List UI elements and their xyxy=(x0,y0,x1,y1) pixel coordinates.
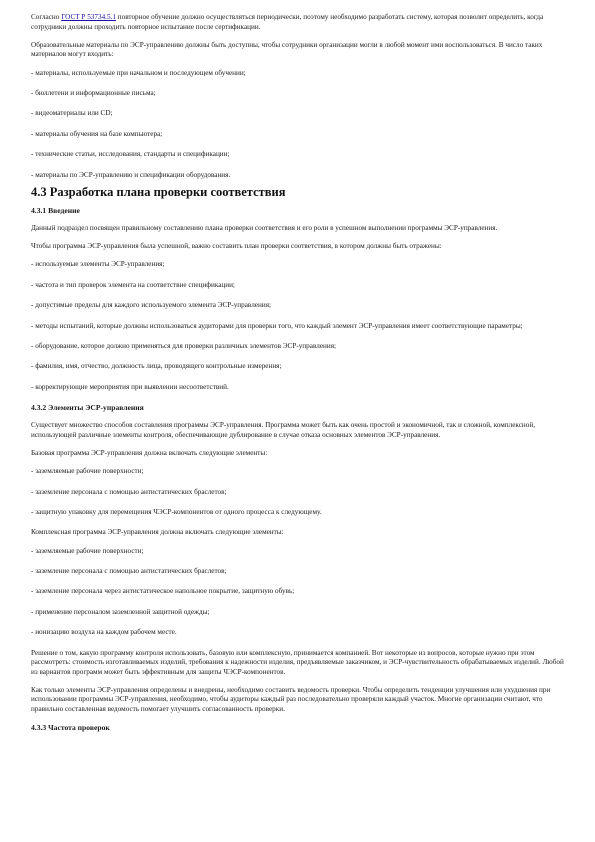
complex-program-item: - заземление персонала с помощью антистатических браслетов; xyxy=(31,566,227,575)
subsection-title-frequency: 4.3.3 Частота проверок xyxy=(31,723,110,733)
subsection-title-introduction: 4.3.1 Введение xyxy=(31,206,80,216)
subsection-title-elements: 4.3.2 Элементы ЭСР-управления xyxy=(31,403,144,413)
subsection-paragraph: Решение о том, какую программу контроля использовать, базовую или комплексную, принимается компанией. Вот некоторые из вопросов, которые нужно при этом рассмотреть: стоимость изготавливаемых изделий, требования к надежности изделия, предъявляемые заказчиком, и ЭСР-чувствительность обрабатываемых изделий. Любой из вариантов программ может быть эффективным для защиты ЧЭСР-компонентов. xyxy=(31,648,564,676)
intro-prefix: Согласно xyxy=(31,13,62,21)
section-title: 4.3 Разработка плана проверки соответствия xyxy=(31,185,286,200)
materials-list-item: - материалы по ЭСР-управлению и спецификации оборудования. xyxy=(31,170,231,179)
standard-link[interactable]: ГОСТ Р 53734.5.1 xyxy=(61,13,116,21)
basic-program-intro: Базовая программа ЭСР-управления должна включать следующие элементы: xyxy=(31,449,268,457)
intro-suffix: повторное обучение должно осуществляться периодически, поэтому необходимо разработать систему, которая позволит определить, когда сотрудники должны проходить повторное испытание после сертификации. xyxy=(31,13,544,31)
intro-paragraph-materials: Образовательные материалы по ЭСР-управлению должны быть доступны, чтобы сотрудники организации могли в любой момент ими воспользоваться. В число таких материалов могут входить: xyxy=(31,40,543,59)
complex-program-item: - заземляемые рабочие поверхности; xyxy=(31,546,144,555)
materials-list-item: - видеоматериалы или CD; xyxy=(31,109,113,118)
subsection-paragraph: Как только элементы ЭСР-управления определены и внедрены, необходимо составить ведомость проверки. Чтобы определить тенденции улучшения или ухудшения при использовании программы ЭСР-управления, необходимо, чтобы аудиторы каждый раз последовательно проверяли каждый участок. Многие организации считают, что правильно составленная ведомость помогает улучшить согласованность проверки. xyxy=(31,685,551,714)
plan-list-item: - корректирующие мероприятия при выявлении несоответствий. xyxy=(31,382,229,391)
basic-program-item: - заземление персонала с помощью антистатических браслетов; xyxy=(31,487,227,496)
materials-list-item: - технические статьи, исследования, стандарты и спецификации; xyxy=(31,150,230,159)
plan-list-item: - оборудование, которое должно применяться для проверки различных элементов ЭСР-управления; xyxy=(31,342,337,351)
basic-program-item: - защитную упаковку для перемещения ЧЭСР-компонентов от одного процесса к следующему. xyxy=(31,507,322,516)
plan-list-item: - фамилия, имя, отчество, должность лица, проводящего контрольные измерения; xyxy=(31,362,282,371)
complex-program-item: - ионизацию воздуха на каждом рабочем месте. xyxy=(31,628,177,637)
subsection-paragraph: Существует множество способов составления программы ЭСР-управления. Программа может быть как очень простой и экономичной, так и сложной, комплексной, использующей различные элементы контроля, обеспечивающие дублирование в случае отказа основных элементов ЭСР-управления. xyxy=(31,421,535,439)
complex-program-item: - заземление персонала через антистатическое напольное покрытие, защитную обувь; xyxy=(31,587,295,596)
materials-list-item: - материалы обучения на базе компьютера; xyxy=(31,129,163,138)
materials-list-item: - материалы, используемые при начальном и последующем обучении; xyxy=(31,68,246,77)
basic-program-item: - заземляемые рабочие поверхности; xyxy=(31,467,144,476)
plan-list-item: - допустимые пределы для каждого используемого элемента ЭСР-управления; xyxy=(31,301,271,310)
plan-list-item: - используемые элементы ЭСР-управления; xyxy=(31,260,165,269)
plan-list-item: - частота и тип проверок элемента на соответствие спецификации; xyxy=(31,280,235,289)
complex-program-intro: Комплексная программа ЭСР-управления должна включать следующие элементы: xyxy=(31,528,284,537)
complex-program-item: - применение персоналом заземленной защитной одежды; xyxy=(31,607,210,616)
materials-list-item: - бюллетени и информационные письма; xyxy=(31,88,156,97)
subsection-paragraph: Данный подраздел посвящен правильному составлению плана проверки соответствия и его роли в успешном выполнении программы ЭСР-управления. xyxy=(31,224,498,233)
plan-list-item: - методы испытаний, которые должны использоваться аудиторами для проверки того, что каждый элемент ЭСР-управления имеет соответствующие параметры; xyxy=(31,321,523,330)
subsection-paragraph: Чтобы программа ЭСР-управления была успешной, важно составить план проверки соответствия, в котором должны быть отражены: xyxy=(31,242,442,251)
intro-paragraph-standard xyxy=(31,13,567,32)
